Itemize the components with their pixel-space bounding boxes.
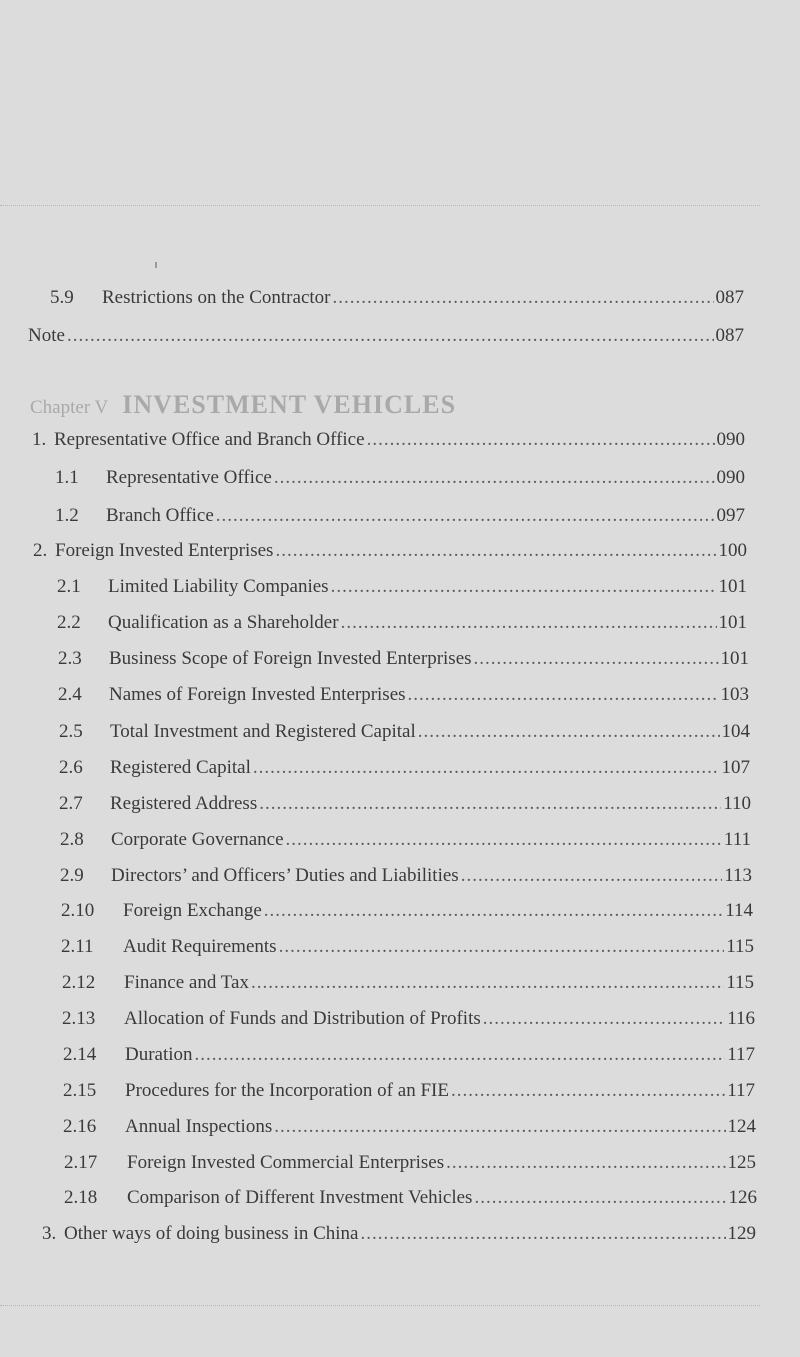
toc-entry-page: 125 (727, 1152, 756, 1173)
toc-entry[interactable] (59, 756, 750, 780)
toc-entry-page: 101 (718, 576, 747, 597)
toc-entry-page: 101 (720, 648, 749, 669)
toc-entry[interactable] (58, 647, 749, 671)
toc-entry-title: Corporate Governance (111, 829, 284, 850)
toc-entry-page: 110 (723, 793, 751, 814)
toc-entry[interactable] (60, 864, 752, 888)
leader-dots (264, 899, 723, 923)
leader-dots (418, 720, 720, 744)
toc-entry[interactable] (58, 683, 749, 707)
toc-entry[interactable] (63, 1115, 756, 1139)
toc-entry-page: 126 (728, 1187, 757, 1208)
toc-entry[interactable] (32, 428, 745, 452)
toc-entry[interactable] (57, 611, 747, 635)
toc-entry-title: Finance and Tax (124, 972, 249, 993)
toc-entry-page: 087 (715, 325, 744, 346)
toc-entry-number: 2.3 (58, 648, 82, 669)
toc-entry-page: 129 (727, 1223, 756, 1244)
toc-entry-title: Restrictions on the Contractor (102, 287, 331, 308)
toc-entry[interactable] (64, 1186, 757, 1210)
toc-entry-page: 117 (727, 1080, 755, 1101)
leader-dots (251, 971, 724, 995)
toc-entry[interactable] (63, 1043, 755, 1067)
leader-dots (67, 324, 714, 348)
scan-mark (155, 262, 157, 268)
toc-entry[interactable] (60, 828, 751, 852)
chapter-title: INVESTMENT VEHICLES (122, 390, 457, 419)
toc-entry-title: Branch Office (106, 505, 214, 526)
toc-entry[interactable] (61, 899, 753, 923)
leader-dots (474, 647, 719, 671)
toc-entry-title: Foreign Exchange (123, 900, 262, 921)
toc-entry-title: Comparison of Different Investment Vehicles (127, 1187, 473, 1208)
toc-entry-number: 2.4 (58, 684, 82, 705)
leader-dots (286, 828, 722, 852)
toc-entry-number: 2. (33, 540, 48, 561)
toc-entry-number: 1. (32, 429, 47, 450)
toc-entry-number: 2.14 (63, 1044, 97, 1065)
toc-entry[interactable] (59, 792, 751, 816)
leader-dots (259, 792, 721, 816)
leader-dots (195, 1043, 726, 1067)
toc-entry-title: Note (28, 325, 65, 346)
toc-entry-number: 3. (42, 1223, 57, 1244)
toc-entry-title: Registered Capital (110, 757, 251, 778)
leader-dots (279, 935, 725, 959)
toc-entry-number: 5.9 (50, 287, 74, 308)
leader-dots (451, 1079, 725, 1103)
toc-entry-number: 1.2 (55, 505, 79, 526)
leader-dots (341, 611, 717, 635)
toc-entry[interactable] (63, 1079, 755, 1103)
leader-dots (274, 466, 715, 490)
leader-dots (360, 1222, 725, 1246)
toc-entry-page: 124 (727, 1116, 756, 1137)
toc-entry-page: 103 (720, 684, 749, 705)
leader-dots (367, 428, 715, 452)
toc-entry[interactable] (59, 720, 750, 744)
toc-entry-number: 2.16 (63, 1116, 97, 1137)
toc-entry-number: 2.2 (57, 612, 81, 633)
toc-entry-title: Foreign Invested Enterprises (55, 540, 274, 561)
toc-entry-page: 090 (716, 429, 745, 450)
toc-entry-number: 1.1 (55, 467, 79, 488)
toc-entry-number: 2.11 (61, 936, 94, 957)
toc-entry-page: 115 (726, 972, 754, 993)
toc-entry-number: 2.12 (62, 972, 96, 993)
leader-dots (474, 1186, 726, 1210)
bottom-divider (0, 1305, 760, 1306)
toc-entry-title: Registered Address (110, 793, 258, 814)
leader-dots (483, 1007, 725, 1031)
toc-entry-page: 113 (724, 865, 752, 886)
toc-entry[interactable] (61, 935, 754, 959)
toc-entry[interactable] (57, 575, 747, 599)
toc-entry-number: 2.15 (63, 1080, 97, 1101)
toc-entry-number: 2.18 (64, 1187, 98, 1208)
toc-entry-number: 2.1 (57, 576, 81, 597)
toc-entry[interactable] (28, 324, 744, 348)
toc-entry-number: 2.9 (60, 865, 84, 886)
leader-dots (216, 504, 715, 528)
toc-entry-number: 2.17 (64, 1152, 98, 1173)
toc-entry-number: 2.10 (61, 900, 95, 921)
toc-entry-page: 107 (721, 757, 750, 778)
toc-entry-title: Representative Office (106, 467, 272, 488)
toc-entry-page: 117 (727, 1044, 755, 1065)
toc-entry-page: 090 (716, 467, 745, 488)
leader-dots (331, 575, 717, 599)
leader-dots (253, 756, 720, 780)
toc-entry[interactable] (55, 504, 745, 528)
toc-entry-title: Directors’ and Officers’ Duties and Liabilities (111, 865, 459, 886)
toc-entry-number: 2.8 (60, 829, 84, 850)
toc-entry-title: Foreign Invested Commercial Enterprises (127, 1152, 445, 1173)
toc-entry-title: Representative Office and Branch Office (54, 429, 365, 450)
toc-entry-title: Audit Requirements (123, 936, 277, 957)
toc-entry-page: 097 (716, 505, 745, 526)
leader-dots (408, 683, 719, 707)
toc-entry[interactable] (64, 1151, 756, 1175)
leader-dots (332, 286, 713, 310)
toc-entry-title: Duration (125, 1044, 193, 1065)
toc-entry-title: Qualification as a Shareholder (108, 612, 339, 633)
leader-dots (446, 1151, 725, 1175)
toc-entry[interactable] (55, 466, 745, 490)
toc-entry-page: 100 (718, 540, 747, 561)
toc-entry[interactable] (42, 1222, 756, 1246)
leader-dots (274, 1115, 725, 1139)
toc-entry-title: Limited Liability Companies (108, 576, 329, 597)
toc-entry[interactable] (50, 286, 744, 310)
leader-dots (275, 539, 716, 563)
toc-entry-title: Procedures for the Incorporation of an FIE (125, 1080, 449, 1101)
toc-entry-title: Total Investment and Registered Capital (110, 721, 416, 742)
toc-entry-page: 101 (718, 612, 747, 633)
toc-entry[interactable] (62, 1007, 755, 1031)
leader-dots (461, 864, 723, 888)
toc-entry-page: 114 (725, 900, 753, 921)
toc-entry[interactable] (62, 971, 754, 995)
toc-entry-page: 087 (715, 287, 744, 308)
toc-entry-title: Annual Inspections (125, 1116, 273, 1137)
toc-entry[interactable] (33, 539, 747, 563)
chapter-label: Chapter V (30, 397, 109, 418)
toc-entry-title: Business Scope of Foreign Invested Enterprises (109, 648, 472, 669)
toc-entry-number: 2.6 (59, 757, 83, 778)
toc-entry-number: 2.5 (59, 721, 83, 742)
top-divider (0, 205, 760, 206)
toc-entry-page: 104 (721, 721, 750, 742)
toc-entry-title: Other ways of doing business in China (64, 1223, 359, 1244)
toc-entry-page: 115 (726, 936, 754, 957)
chapter-heading (30, 390, 456, 420)
toc-entry-number: 2.7 (59, 793, 83, 814)
toc-entry-title: Names of Foreign Invested Enterprises (109, 684, 406, 705)
toc-entry-page: 111 (723, 829, 751, 850)
toc-entry-page: 116 (727, 1008, 755, 1029)
toc-entry-title: Allocation of Funds and Distribution of Profits (124, 1008, 481, 1029)
toc-entry-number: 2.13 (62, 1008, 96, 1029)
